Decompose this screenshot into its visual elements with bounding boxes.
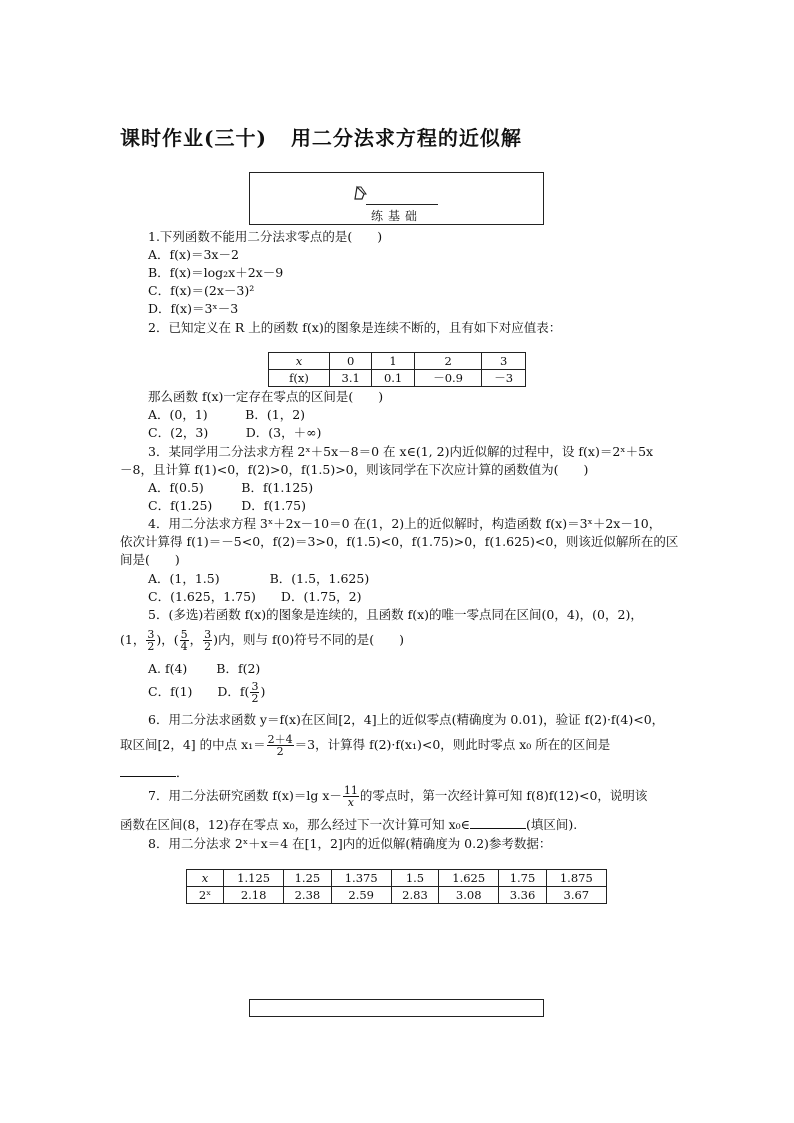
table-row — [187, 870, 607, 887]
fraction-midpoint: $\frac{2+4}{2}$ — [267, 733, 293, 758]
table-row — [187, 887, 607, 904]
q8-stem: 8．用二分法求 2ˣ＋x＝4 在[1，2]内的近似解(精确度为 0.2)参考数据： — [148, 836, 552, 851]
section-badge — [249, 172, 544, 225]
fraction-11-x: $\frac{11}{x}$ — [343, 784, 358, 809]
fraction-3-2b: $\frac{3}{2}$ — [204, 628, 212, 653]
table-cell: 3.1 — [330, 370, 372, 387]
table-header-2x: 2ˣ — [187, 887, 224, 904]
table-cell: －3 — [482, 370, 526, 387]
table-cell: －0.9 — [414, 370, 482, 387]
q5-options-ab: A. f(4) B．f(2) — [148, 661, 261, 676]
q2-value-table — [268, 352, 526, 387]
title-main: 课时作业(三十) — [120, 126, 267, 150]
fraction-5-4: $\frac{5}{4}$ — [180, 628, 188, 653]
q5-options-cd: C．f(1) D．f( $\frac{3}{2}$ ) — [148, 680, 266, 705]
answer-blank[interactable] — [120, 764, 176, 777]
table-cell: 3.67 — [546, 887, 606, 904]
table-cell: 1 — [372, 353, 414, 370]
table-cell: 2 — [414, 353, 482, 370]
q3-line1: 3．某同学用二分法求方程 2ˣ＋5x－8＝0 在 x∈(1, 2)内近似解的过程中，设 f(x)＝2ˣ＋5x — [148, 444, 654, 459]
answer-blank[interactable] — [470, 816, 526, 829]
q7-line1: 7．用二分法研究函数 f(x)＝lg x－ $\frac{11}{x}$ 的零点时，第一次经计算可知 f(8)f(12)<0，说明该 — [148, 784, 648, 809]
table-cell: 1.875 — [546, 870, 606, 887]
q8-reference-table — [186, 869, 607, 904]
table-cell: 3.08 — [439, 887, 499, 904]
table-cell: 1.75 — [499, 870, 546, 887]
bottom-frame — [249, 999, 544, 1017]
table-header-x: x — [201, 870, 209, 885]
fraction-3-2: $\frac{3}{2}$ — [147, 628, 155, 653]
table-header-x: x — [295, 353, 303, 368]
q6-line2: 取区间[2，4] 的中点 x₁＝ $\frac{2+4}{2}$ ＝3，计算得 f(2)·f(x₁)<0，则此时零点 x₀ 所在的区间是 — [120, 733, 611, 758]
q3-line2: －8，且计算 f(1)<0，f(2)>0，f(1.5)>0，则该同学在下次应计算的函数值为( ) — [120, 462, 589, 477]
table-cell: 0.1 — [372, 370, 414, 387]
table-cell: 1.5 — [391, 870, 438, 887]
table-cell: 2.38 — [284, 887, 331, 904]
q4-line1: 4．用二分法求方程 3ˣ＋2x－10＝0 在(1，2)上的近似解时，构造函数 f(x)＝3ˣ＋2x－10， — [148, 516, 662, 531]
q6-line1: 6．用二分法求函数 y＝f(x)在区间[2，4]上的近似零点(精确度为 0.01)，验证 f(2)·f(4)<0， — [148, 712, 665, 727]
q7-line2: 函数在区间(8，12)存在零点 x₀，那么经过下一次计算可知 x₀∈ (填区间). — [120, 817, 578, 832]
q5-line2: (1， $\frac{3}{2}$ )，( $\frac{5}{4}$ ， $\frac{3}{2}$ )内，则与 f(0)符号不同的是( ) — [120, 628, 405, 653]
q3-options-ab: A．f(0.5) B．f(1.125) — [148, 480, 314, 495]
table-cell: 2.83 — [391, 887, 438, 904]
q2-follow: 那么函数 f(x)一定存在零点的区间是( ) — [148, 389, 384, 404]
fraction-3-2c: $\frac{3}{2}$ — [251, 680, 259, 705]
q1-stem: 1.下列函数不能用二分法求零点的是( ) — [148, 229, 383, 244]
title-sub: 用二分法求方程的近似解 — [290, 126, 522, 150]
q4-line2: 依次计算得 f(1)＝－5<0，f(2)＝3>0，f(1.5)<0，f(1.75)>0，f(1.625)<0，则该近似解所在的区 — [120, 534, 679, 549]
q4-line3: 间是( ) — [120, 552, 180, 567]
q5-line1: 5．(多选)若函数 f(x)的图象是连续的，且函数 f(x)的唯一零点同在区间(0，4)，(0，2)， — [148, 607, 643, 622]
q2-options-cd: C．(2，3) D．(3，＋∞) — [148, 425, 322, 440]
table-row — [269, 353, 526, 370]
q1-option-d: D．f(x)＝3ˣ－3 — [148, 301, 239, 316]
q6-line3: ． — [120, 764, 189, 782]
table-cell: 1.125 — [224, 870, 284, 887]
table-cell: 2.59 — [331, 887, 391, 904]
table-cell: 1.625 — [439, 870, 499, 887]
badge-label: 练基础 — [370, 209, 422, 223]
q4-options-cd: C．(1.625，1.75) D．(1.75，2) — [148, 589, 362, 604]
q1-option-a: A．f(x)＝3x－2 — [148, 247, 239, 262]
pencil-icon — [352, 185, 374, 203]
q4-options-ab: A．(1，1.5) B．(1.5，1.625) — [148, 571, 370, 586]
badge-underline — [366, 204, 438, 205]
table-cell: 1.25 — [284, 870, 331, 887]
table-cell: 0 — [330, 353, 372, 370]
q2-stem: 2．已知定义在 R 上的函数 f(x)的图象是连续不断的，且有如下对应值表： — [148, 320, 562, 335]
table-cell: 3.36 — [499, 887, 546, 904]
q2-options-ab: A．(0，1) B．(1，2) — [148, 407, 306, 422]
table-header-fx: f(x) — [269, 370, 330, 387]
table-cell: 2.18 — [224, 887, 284, 904]
page-title — [120, 122, 522, 151]
table-row — [269, 370, 526, 387]
q1-option-c: C．f(x)＝(2x－3)² — [148, 283, 255, 298]
table-cell: 3 — [482, 353, 526, 370]
table-cell: 1.375 — [331, 870, 391, 887]
q3-options-cd: C．f(1.25) D．f(1.75) — [148, 498, 306, 513]
q1-option-b: B．f(x)＝log₂x＋2x－9 — [148, 265, 284, 280]
